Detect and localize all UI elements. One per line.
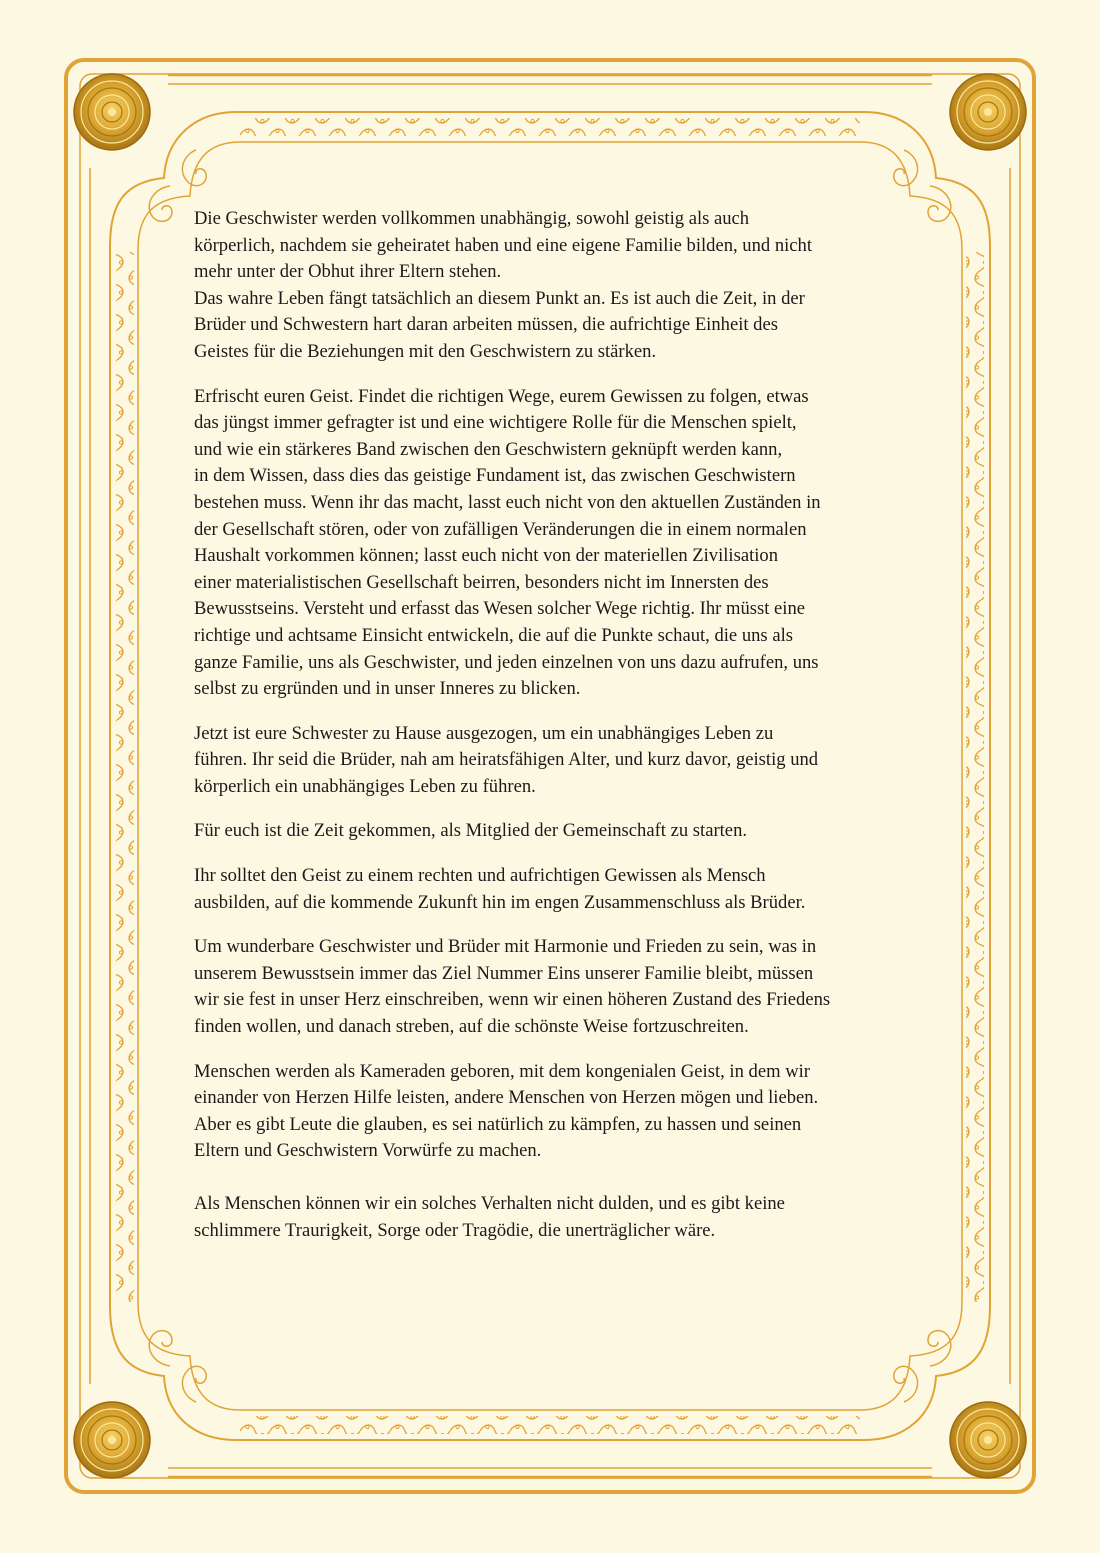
bottom-rails (168, 1468, 932, 1477)
paragraph-4: Für euch ist die Zeit gekommen, als Mitglied der Gemeinschaft zu starten. (194, 820, 748, 842)
gold-medallion-icon (74, 74, 150, 150)
gold-medallion-icon (950, 74, 1026, 150)
paragraph-6: Um wunderbare Geschwister und Brüder mit Harmonie und Frieden zu sein, was in unserem Bewusstsein immer das Ziel Nummer Eins unserer Familie bleibt, müssen wir sie fest in unser Herz einschreiben, wenn wir einen höheren Zustand des Friedens finden wollen, und danach streben, auf die schönste Weise fortzuschreiten. (194, 936, 831, 1038)
gold-medallion-icon (950, 1402, 1026, 1478)
paragraph-5: Ihr solltet den Geist zu einem rechten und aufrichtigen Gewissen als Mensch ausbilden, auf die kommende Zukunft hin im engen Zusammenschluss als Brüder. (194, 865, 806, 913)
paragraph-3: Jetzt ist eure Schwester zu Hause ausgezogen, um ein unabhängiges Leben zu führen. Ihr seid die Brüder, nah am heiratsfähigen Alter, und kurz davor, geistig und körperlich ein unabhängiges Leben zu führen. (194, 722, 819, 797)
top-rails (168, 75, 932, 84)
document-body (194, 206, 910, 1262)
scroll-band-bottom (240, 1416, 860, 1434)
gold-medallion-icon (74, 1402, 150, 1478)
paragraph-2: Erfrischt euren Geist. Findet die richtigen Wege, eurem Gewissen zu folgen, etwas das jüngst immer gefragter ist und eine wichtigere Rolle für die Menschen spielt, und wie ein stärkeres Band zwischen den Geschwistern geknüpft werden kann, in dem Wissen, dass dies das geistige Fundament ist, das zwischen Geschwistern bestehen muss. Wenn ihr das macht, lasst euch nicht von den aktuellen Zuständen in der Gesellschaft stören, oder von zufälligen Veränderungen die in einem normalen Haushalt vorkommen können; lasst euch nicht von der materiellen Zivilisation einer materialistischen Gesellschaft beirren, besonders nicht im Innersten des Bewusstseins. Versteht und erfasst das Wesen solcher Wege richtig. Ihr müsst eine richtige und achtsame Einsicht entwickeln, die auf die Punkte schaut, die uns als ganze Familie, uns als Geschwister, und jeden einzelnen von uns dazu aufrufen, uns selbst zu ergründen und in unser Inneres zu blicken. (194, 385, 821, 700)
paragraph-8: Als Menschen können wir ein solches Verhalten nicht dulden, und es gibt keine schlimmere Traurigkeit, Sorge oder Tragödie, die unerträglicher wäre. (194, 1193, 785, 1241)
paragraph-1: Die Geschwister werden vollkommen unabhängig, sowohl geistig als auch körperlich, nachdem sie geheiratet haben und eine eigene Familie bilden, und nicht mehr unter der Obhut ihrer Eltern stehen. Das wahre Leben fängt tatsächlich an diesem Punkt an. Es ist auch die Zeit, in der Brüder und Schwestern hart daran arbeiten müssen, die aufrichtige Einheit des Geistes für die Beziehungen mit den Geschwistern zu stärken. (194, 208, 813, 362)
scroll-band-top (240, 118, 860, 136)
scroll-band-right (966, 252, 984, 1302)
paragraph-7: Menschen werden als Kameraden geboren, mit dem kongenialen Geist, in dem wir einander von Herzen Hilfe leisten, andere Menschen von Herzen mögen und lieben. Aber es gibt Leute die glauben, es sei natürlich zu kämpfen, zu hassen und seinen Eltern und Geschwistern Vorwürfe zu machen. (194, 1060, 819, 1162)
scroll-band-left (116, 252, 134, 1302)
